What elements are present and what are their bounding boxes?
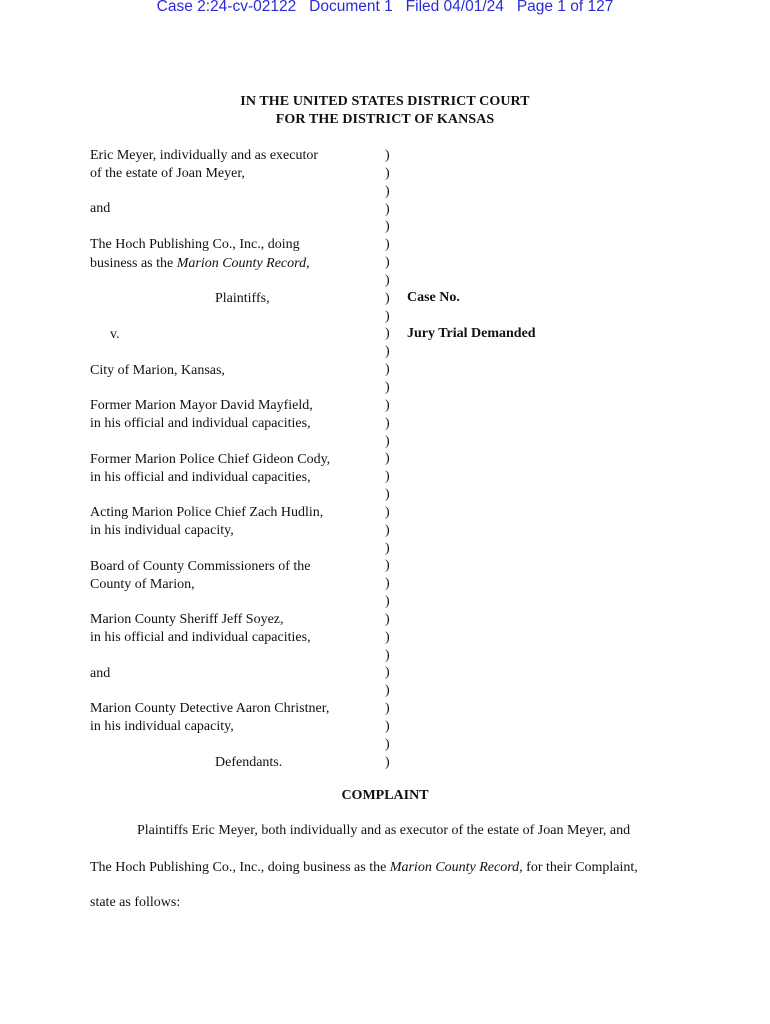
caption-divider: ) ) ) ) ) ) ) ) ) ) ) ) ) ) ) ) ) ) ) ) ) ) ) ) ) ) ) ) ) ) ) ) ) ) )	[385, 148, 390, 770]
complaint-line2-text: The Hoch Publishing Co., Inc., doing business as the	[90, 860, 390, 875]
document-number: Document 1	[309, 0, 393, 15]
filing-header	[0, 0, 770, 16]
and-2: and	[90, 666, 111, 681]
complaint-line1: Plaintiffs Eric Meyer, both individually and as executor of the estate of Joan Meyer, and	[137, 823, 631, 838]
complaint-line2-end: , for their Complaint,	[519, 860, 638, 875]
defendant-1: City of Marion, Kansas,	[90, 363, 225, 378]
plaintiff-2-text: business as the	[90, 256, 177, 271]
defendant-3-line1: Former Marion Police Chief Gideon Cody,	[90, 452, 331, 467]
versus: v.	[110, 327, 120, 342]
complaint-line2	[90, 860, 638, 876]
page-indicator: Page 1 of 127	[516, 0, 614, 15]
complaint-line3: state as follows:	[90, 895, 181, 910]
defendant-5-line2: County of Marion,	[90, 577, 195, 592]
defendants-label: Defendants.	[215, 755, 283, 770]
defendant-4-line1: Acting Marion Police Chief Zach Hudlin,	[90, 505, 324, 520]
plaintiff-2-comma: ,	[306, 256, 310, 271]
court-name-line1: IN THE UNITED STATES DISTRICT COURT	[240, 94, 530, 109]
plaintiff-2-line2	[90, 255, 310, 273]
defendant-5-line1: Board of County Commissioners of the	[90, 559, 311, 574]
defendant-4-line2: in his individual capacity,	[90, 523, 234, 538]
defendant-2-line1: Former Marion Mayor David Mayfield,	[90, 398, 313, 413]
case-number: Case 2:24-cv-02122	[156, 0, 297, 15]
plaintiff-1-line2: of the estate of Joan Meyer,	[90, 166, 245, 181]
plaintiff-1-line1: Eric Meyer, individually and as executor	[90, 148, 319, 163]
plaintiff-2-line1: The Hoch Publishing Co., Inc., doing	[90, 237, 300, 252]
defendant-7-line2: in his individual capacity,	[90, 719, 234, 734]
plaintiffs-label: Plaintiffs,	[215, 291, 270, 306]
defendant-2-line2: in his official and individual capacities,	[90, 416, 311, 431]
complaint-title: COMPLAINT	[341, 788, 429, 803]
defendant-6-line1: Marion County Sheriff Jeff Soyez,	[90, 612, 284, 627]
defendant-7-line1: Marion County Detective Aaron Christner,	[90, 701, 330, 716]
newspaper-name: Marion County Record	[176, 256, 307, 271]
case-number-label: Case No.	[407, 290, 460, 305]
defendant-6-line2: in his official and individual capacities,	[90, 630, 311, 645]
complaint-newspaper-name: Marion County Record	[389, 860, 520, 875]
and-1: and	[90, 201, 111, 216]
court-name-line2: FOR THE DISTRICT OF KANSAS	[275, 112, 495, 127]
defendant-3-line2: in his official and individual capacities,	[90, 470, 311, 485]
jury-trial-demand: Jury Trial Demanded	[407, 326, 536, 341]
filed-date: Filed 04/01/24	[405, 0, 504, 15]
